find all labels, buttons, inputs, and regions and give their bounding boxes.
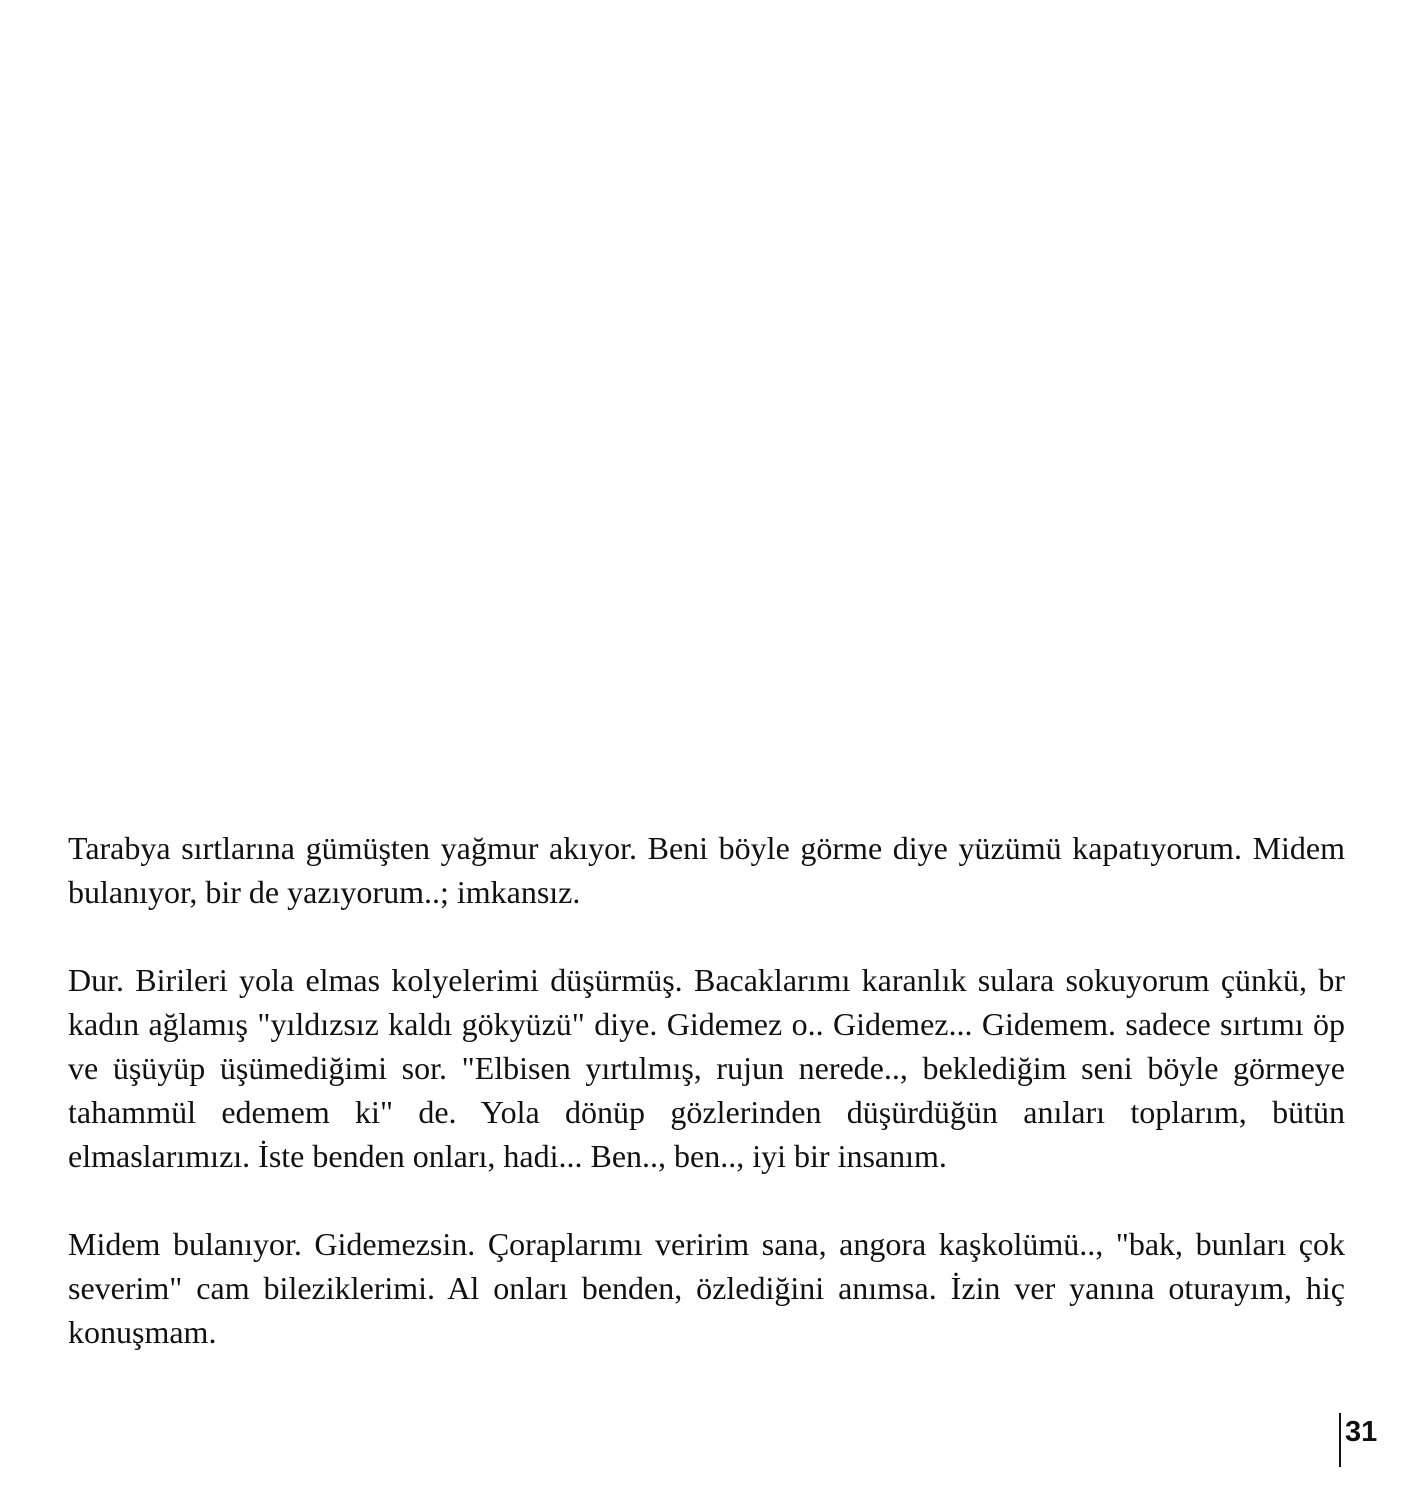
page-number-rule [1339, 1413, 1341, 1467]
paragraph-1: Tarabya sırtlarına gümüşten yağmur akıyor. Beni böyle görme diye yüzümü kapatıyorum. Midem bulanıyor, bir de yazıyorum..; imkansız. [68, 830, 1345, 910]
page-number: 31 [1345, 1416, 1378, 1448]
page-footer [1339, 1413, 1377, 1467]
body-text [68, 826, 1345, 1354]
paragraph-2: Dur. Birileri yola elmas kolyelerimi düşürmüş. Bacaklarımı karanlık sulara sokuyorum çünkü, br kadın ağlamış "yıldızsız kaldı gökyüzü" diye. Gidemez o.. Gidemez... Gidemem. sadece sırtımı öp ve üşüyüp üşümediğimi sor. "Elbisen yırtılmış, rujun nerede.., beklediğim seni böyle görmeye tahammül edemem ki" de. Yola dönüp gözlerinden düşürdüğün anıları toplarım, bütün elmaslarımızı. İste benden onları, hadi... Ben.., ben.., iyi bir insanım. [68, 962, 1345, 1174]
paragraph-3: Midem bulanıyor. Gidemezsin. Çoraplarımı veririm sana, angora kaşkolümü.., "bak, bunları çok severim" cam bileziklerimi. Al onları benden, özlediğini anımsa. İzin ver yanına oturayım, hiç konuşmam. [68, 1226, 1345, 1350]
